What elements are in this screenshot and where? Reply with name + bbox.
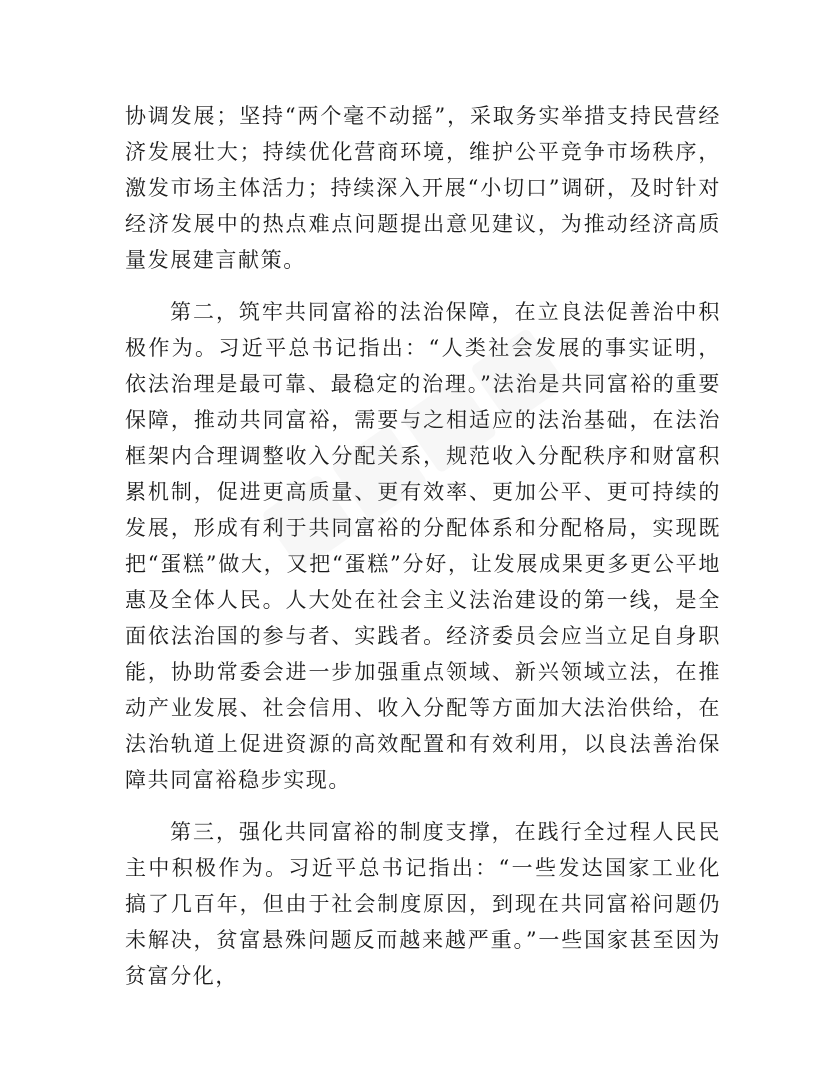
paragraph-3: 第三，强化共同富裕的制度支撑，在践行全过程人民民主中积极作为。习近平总书记指出：“一些发达国家工业化搞了几百年，但由于社会制度原因，到现在共同富裕问题仍未解决，贫富悬殊问题反而越来越严重。”一些国家甚至因为贫富分化， <box>125 820 721 988</box>
document-page <box>125 98 721 1010</box>
paragraph-1: 协调发展；坚持“两个毫不动摇”，采取务实举措支持民营经济发展壮大；持续优化营商环境，维护公平竞争市场秩序，激发市场主体活力；持续深入开展“小切口”调研，及时针对经济发展中的热点难点问题提出意见建议，为推动经济高质量发展建言献策。 <box>125 104 721 272</box>
paragraph-2: 第二，筑牢共同富裕的法治保障，在立良法促善治中积极作为。习近平总书记指出：“人类社会发展的事实证明，依法治理是最可靠、最稳定的治理。”法治是共同富裕的重要保障，推动共同富裕，需要与之相适应的法治基础，在法治框架内合理调整收入分配关系，规范收入分配秩序和财富积累机制，促进更高质量、更有效率、更加公平、更可持续的发展，形成有利于共同富裕的分配体系和分配格局，实现既把“蛋糕”做大，又把“蛋糕”分好，让发展成果更多更公平地惠及全体人民。人大处在社会主义法治建设的第一线，是全面依法治国的参与者、实践者。经济委员会应当立足自身职能，协助常委会进一步加强重点领域、新兴领域立法，在推动产业发展、社会信用、收入分配等方面加大法治供给，在法治轨道上促进资源的高效配置和有效利用，以良法善治保障共同富裕稳步实现。 <box>125 300 721 792</box>
